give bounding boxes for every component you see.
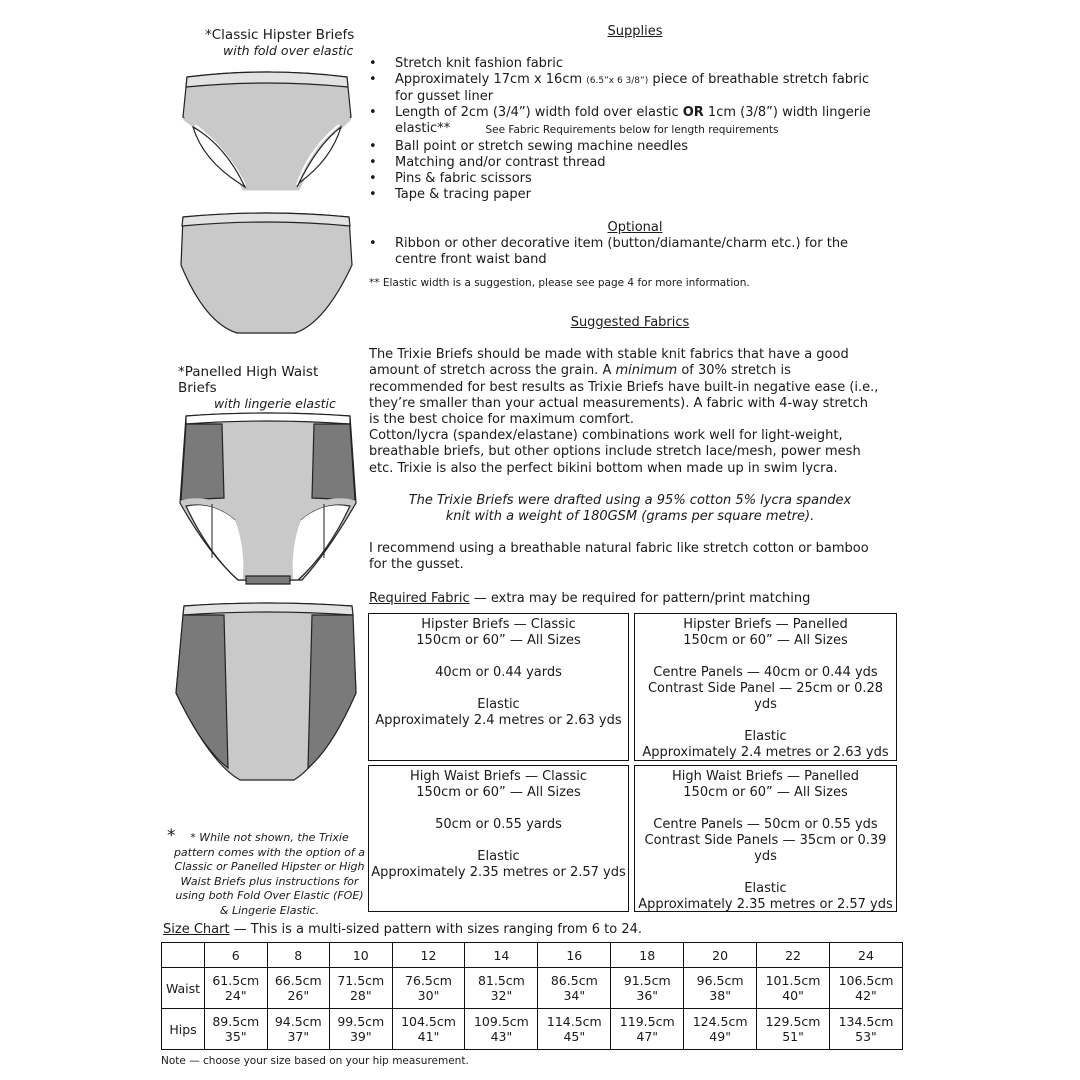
fabric-req-note: See Fabric Requirements below for length requirements [485, 124, 779, 136]
box-line: Centre Panels — 40cm or 0.44 yds [653, 665, 878, 680]
hips-cell: 129.5cm 51" [757, 1009, 830, 1050]
size-chart-heading-line [163, 922, 642, 937]
box-elastic: Approximately 2.35 metres or 2.57 yds [638, 897, 893, 912]
box-title: High Waist Briefs — Panelled [671, 769, 860, 784]
size-cell: 8 [267, 943, 330, 968]
hips-cell: 89.5cm 35" [205, 1009, 268, 1050]
box-line: Centre Panels — 50cm or 0.55 yds [653, 817, 878, 832]
hips-cell: 124.5cm 49" [684, 1009, 757, 1050]
size-cell: 20 [684, 943, 757, 968]
box-title: Hipster Briefs — Classic [421, 617, 576, 632]
optional-heading: Optional [607, 220, 663, 235]
hips-cell: 94.5cm 37" [267, 1009, 330, 1050]
box-width: 150cm or 60” — All Sizes [683, 785, 848, 800]
box-line: 50cm or 0.55 yards [435, 817, 562, 832]
classic-title: *Classic Hipster Briefs [205, 27, 355, 43]
waist-cell: 91.5cm 36" [611, 968, 684, 1009]
hips-row [162, 1009, 903, 1050]
waist-cell: 106.5cm 42" [829, 968, 902, 1009]
optional-list [369, 236, 889, 268]
illustration-note: * While not shown, the Trixie pattern comes with the option of a Classic or Panelled Hipster or High Waist Briefs plus instructions for using both Fold Over Elastic (FOE) & Lingerie Elastic. [173, 831, 366, 917]
hips-cell: 114.5cm 45" [538, 1009, 611, 1050]
box-width: 150cm or 60” — All Sizes [416, 633, 581, 648]
size-chart-note: Note — choose your size based on your hip measurement. [161, 1055, 469, 1067]
fabric-box-highwaist-classic [368, 765, 629, 912]
panelled-briefs-illustration [172, 408, 362, 793]
classic-subtitle: with fold over elastic [223, 43, 354, 58]
size-chart-tail: — This is a multi-sized pattern with sizes ranging from 6 to 24. [229, 922, 643, 937]
suggested-heading: Suggested Fabrics [570, 315, 690, 330]
classic-label [205, 27, 365, 59]
suggested-para-2: Cotton/lycra (spandex/elastane) combinations work well for light-weight, breathable briefs, but other options include stretch lace/mesh, power mesh etc. Trixie is also the perfect bikini bottom when made up in swim lycra. [369, 428, 861, 476]
size-cell: 6 [205, 943, 268, 968]
box-title: Hipster Briefs — Panelled [683, 617, 848, 632]
waist-cell: 66.5cm 26" [267, 968, 330, 1009]
required-tail: — extra may be required for pattern/print matching [469, 591, 811, 606]
hips-cell: 99.5cm 39" [330, 1009, 393, 1050]
classic-briefs-illustration [175, 65, 360, 350]
list-item: • Matching and/or contrast thread [369, 155, 889, 171]
panelled-title: *Panelled High Waist Briefs [178, 364, 319, 396]
asterisk-mark: * [167, 826, 176, 846]
box-width: 150cm or 60” — All Sizes [416, 785, 581, 800]
panelled-label [178, 364, 358, 412]
size-cell: 22 [757, 943, 830, 968]
size-cell: 24 [829, 943, 902, 968]
list-item: • Ribbon or other decorative item (button/diamante/charm etc.) for the centre front waist band [369, 236, 889, 268]
box-elastic-label: Elastic [477, 697, 520, 712]
supplies-list-cont [369, 139, 889, 203]
panelled-subtitle: with lingerie elastic [214, 396, 336, 411]
hips-cell: 134.5cm 53" [829, 1009, 902, 1050]
box-line: Contrast Side Panel — 25cm or 0.28 yds [647, 681, 884, 712]
box-title: High Waist Briefs — Classic [409, 769, 588, 784]
box-elastic: Approximately 2.4 metres or 2.63 yds [642, 745, 889, 760]
waist-cell: 86.5cm 34" [538, 968, 611, 1009]
waist-cell: 76.5cm 30" [392, 968, 465, 1009]
box-elastic: Approximately 2.35 metres or 2.57 yds [371, 865, 626, 880]
size-cell: 16 [538, 943, 611, 968]
suggested-para-3: The Trixie Briefs were drafted using a 95% cotton 5% lycra spandex knit with a weight of 180GSM (grams per square metre). [408, 493, 852, 525]
panelled-back-view [176, 603, 356, 780]
size-chart-heading: Size Chart [163, 922, 230, 937]
list-item: • Ball point or stretch sewing machine needles [369, 139, 889, 155]
box-elastic-label: Elastic [477, 849, 520, 864]
classic-back-view [181, 213, 352, 333]
list-item: • Tape & tracing paper [369, 187, 889, 203]
list-item: • Length of 2cm (3/4”) width fold over elastic OR 1cm (3/8”) width lingerie elastic** [369, 105, 889, 137]
box-elastic: Approximately 2.4 metres or 2.63 yds [375, 713, 622, 728]
fabric-box-hipster-panelled [634, 613, 897, 761]
waist-cell: 61.5cm 24" [205, 968, 268, 1009]
row-label: Hips [162, 1009, 205, 1050]
panelled-front-view [180, 413, 356, 584]
elastic-footnote: ** Elastic width is a suggestion, please see page 4 for more information. [369, 277, 750, 289]
fabric-box-hipster-classic [368, 613, 629, 761]
supplies-heading: Supplies [607, 24, 663, 39]
required-heading-line [369, 591, 810, 606]
size-header-row [162, 943, 903, 968]
size-cell: 12 [392, 943, 465, 968]
list-item: • Approximately 17cm x 16cm (6.5”x 6 3/8”) piece of breathable stretch fabric for gusset liner [369, 72, 889, 105]
suggested-para-1: The Trixie Briefs should be made with stable knit fabrics that have a good amount of stretch across the grain. A minimum of 30% stretch is recommended for best results as Trixie Briefs have built-in negative ease (i.e., they’re smaller than your actual measurements). A fabric with 4-way stretch is the best choice for maximum comfort. [369, 347, 879, 428]
waist-cell: 81.5cm 32" [465, 968, 538, 1009]
row-label: Waist [162, 968, 205, 1009]
suggested-para-4: I recommend using a breathable natural fabric like stretch cotton or bamboo for the gusset. [369, 541, 869, 573]
list-item: • Stretch knit fashion fabric [369, 56, 889, 72]
box-line: Contrast Side Panels — 35cm or 0.39 yds [644, 833, 887, 864]
size-cell: 18 [611, 943, 684, 968]
size-chart-table [161, 942, 903, 1050]
hips-cell: 104.5cm 41" [392, 1009, 465, 1050]
waist-cell: 71.5cm 28" [330, 968, 393, 1009]
hips-cell: 109.5cm 43" [465, 1009, 538, 1050]
size-cell: 10 [330, 943, 393, 968]
list-item: • Pins & fabric scissors [369, 171, 889, 187]
box-line: 40cm or 0.44 yards [435, 665, 562, 680]
hips-cell: 119.5cm 47" [611, 1009, 684, 1050]
size-cell: 14 [465, 943, 538, 968]
classic-front-view [183, 72, 351, 187]
fabric-box-highwaist-panelled [634, 765, 897, 912]
waist-cell: 101.5cm 40" [757, 968, 830, 1009]
box-elastic-label: Elastic [744, 881, 787, 896]
required-heading: Required Fabric [369, 591, 470, 606]
box-width: 150cm or 60” — All Sizes [683, 633, 848, 648]
box-elastic-label: Elastic [744, 729, 787, 744]
waist-row [162, 968, 903, 1009]
waist-cell: 96.5cm 38" [684, 968, 757, 1009]
